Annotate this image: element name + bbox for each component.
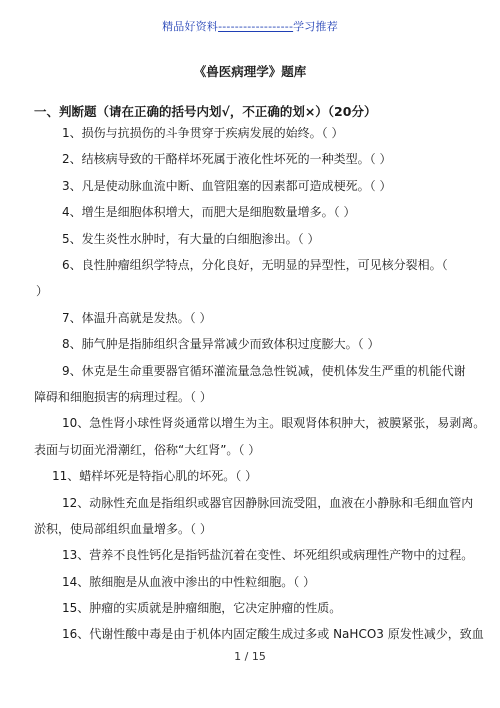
question-line: 障碍和细胞损害的病理过程。（ ） — [34, 390, 212, 404]
question-line: 6、良性肿瘤组织学特点，分化良好，无明显的异型性，可见核分裂相。（ — [62, 258, 448, 272]
question-line: 4、增生是细胞体积增大，而肥大是细胞数量增多。（ ） — [62, 205, 356, 219]
page-header — [0, 18, 500, 34]
document-title: 《兽医病理学》题库 — [193, 64, 307, 79]
header-dash: ------------------ — [218, 20, 294, 33]
question-line: 3、凡是使动脉血流中断、血管阻塞的因素都可造成梗死。（ ） — [62, 179, 392, 193]
question-line: 9、休克是生命重要器官循环灌流量急急性锐减，使机体发生严重的机能代谢 — [62, 364, 466, 378]
question-line: 8、肺气肿是指肺组织含量异常减少而致体积过度膨大。（ ） — [62, 337, 380, 351]
question-line: 11、蜡样坏死是特指心肌的坏死。（ ） — [52, 469, 258, 483]
header-right: 学习推荐 — [293, 20, 338, 33]
question-line: 16、代谢性酸中毒是由于机体内固定酸生成过多或 NaHCO3 原发性减少，致血 — [62, 627, 484, 641]
question-line: 5、发生炎性水肿时，有大量的白细胞渗出。（ ） — [62, 232, 320, 246]
question-line: 表面与切面光滑潮红，俗称“大红肾”。（ ） — [34, 443, 261, 457]
question-line: 12、动脉性充血是指组织或器官因静脉回流受阻，血液在小静脉和毛细血管内 — [62, 496, 474, 510]
section-heading: 一、判断题（请在正确的括号内划√，不正确的划×）（20分） — [34, 104, 377, 119]
header-left: 精品好资料 — [162, 20, 219, 33]
question-line: 淤积，使局部组织血量增多。（ ） — [34, 522, 212, 536]
question-line: 13、营养不良性钙化是指钙盐沉着在变性、坏死组织或病理性产物中的过程。 — [62, 548, 474, 562]
question-line: 10、急性肾小球性肾炎通常以增生为主。眼观肾体积肿大，被膜紧张，易剥离。 — [62, 416, 486, 430]
question-line: 15、肿瘤的实质就是肿瘤细胞，它决定肿瘤的性质。 — [62, 601, 342, 615]
question-line: 7、体温升高就是发热。（ ） — [62, 311, 212, 325]
question-line: 14、脓细胞是从血液中渗出的中性粒细胞。（ ） — [62, 575, 316, 589]
question-line: 2、结核病导致的干酪样坏死属于液化性坏死的一种类型。（ ） — [62, 152, 392, 166]
page-number: 1 / 15 — [234, 650, 266, 663]
question-line: ） — [36, 284, 49, 298]
question-line: 1、损伤与抗损伤的斗争贯穿于疾病发展的始终。（ ） — [62, 126, 344, 140]
